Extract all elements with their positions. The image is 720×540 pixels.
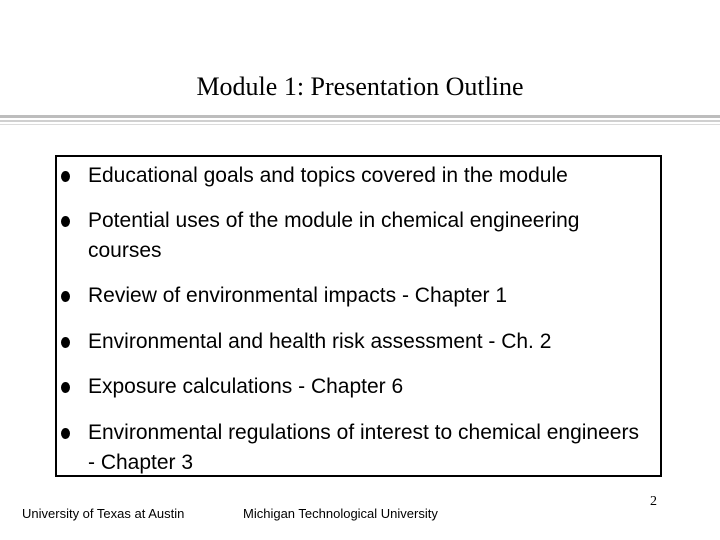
- bullet-text: Environmental regulations of interest to chemical engineers - Chapter 3: [88, 421, 639, 474]
- footer-left-institution: University of Texas at Austin: [22, 506, 185, 521]
- bullet-text: Potential uses of the module in chemical engineering courses: [88, 209, 580, 262]
- bullet-text: Review of environmental impacts - Chapter 1: [88, 284, 508, 307]
- bullet-dot-icon: [61, 216, 70, 227]
- bullet-dot-icon: [61, 382, 70, 393]
- slide-title: Module 1: Presentation Outline: [196, 72, 524, 101]
- bullet-text: Educational goals and topics covered in the module: [88, 164, 568, 187]
- bullet-dot-icon: [61, 291, 70, 302]
- bullet-dot-icon: [61, 337, 70, 348]
- bullet-item: [55, 161, 662, 191]
- bullet-dot-icon: [61, 428, 70, 439]
- bullet-item: [55, 281, 662, 311]
- bullet-item: [55, 206, 662, 266]
- footer-center-institution: Michigan Technological University: [243, 506, 438, 521]
- bullet-item: [55, 418, 662, 478]
- title-divider-line: [0, 124, 720, 125]
- title-divider-line: [0, 120, 720, 122]
- bullet-text: Environmental and health risk assessment - Ch. 2: [88, 330, 552, 353]
- bullet-item: [55, 327, 662, 357]
- bullet-item: [55, 372, 662, 402]
- page-number: 2: [650, 494, 657, 509]
- bullet-text: Exposure calculations - Chapter 6: [88, 375, 404, 398]
- bullet-dot-icon: [61, 171, 70, 182]
- title-divider-line: [0, 115, 720, 118]
